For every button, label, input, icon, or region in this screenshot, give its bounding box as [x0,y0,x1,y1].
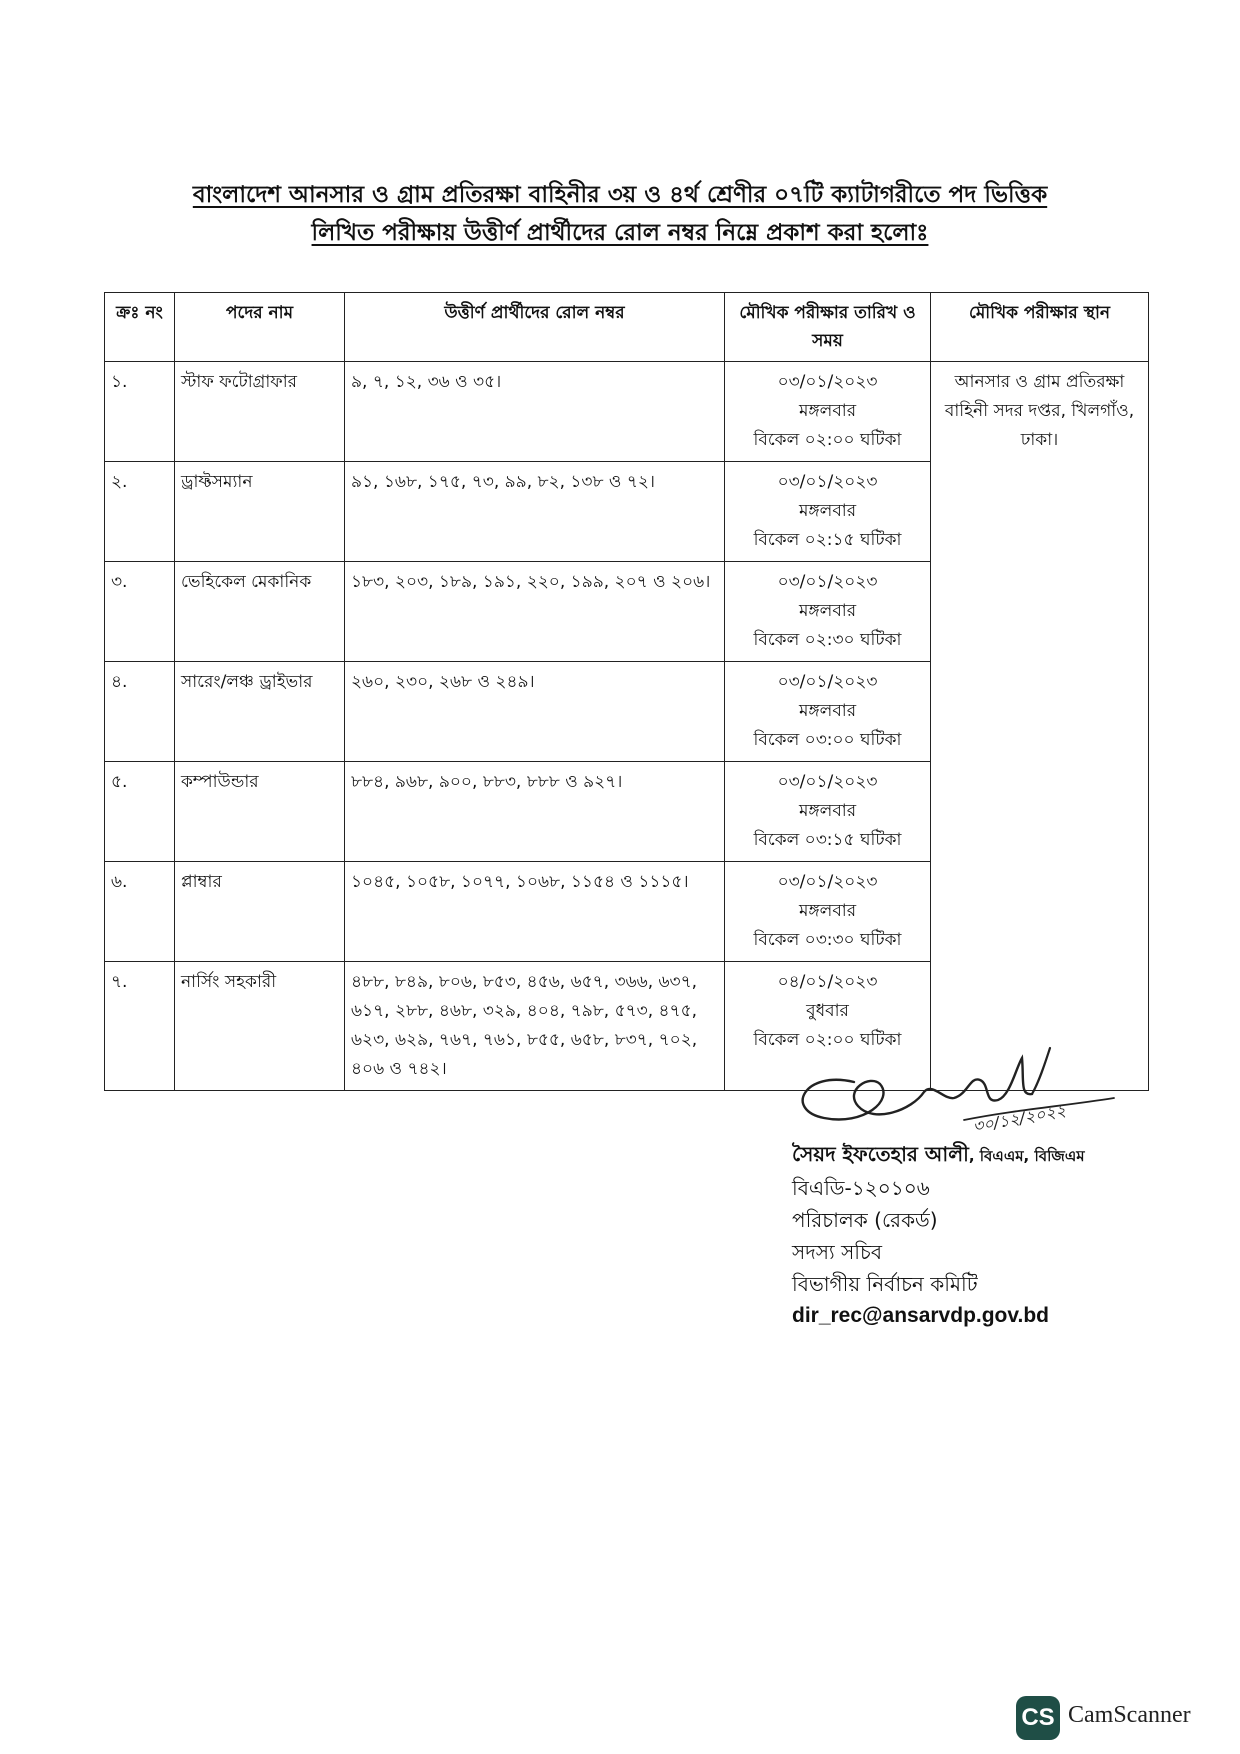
cell-rolls: ১০৪৫, ১০৫৮, ১০৭৭, ১০৬৮, ১১৫৪ ও ১১১৫। [345,862,725,962]
header-sn: ক্রঃ নং [105,293,175,362]
table-row [105,362,1149,462]
cell-sn: ৭. [105,962,175,1091]
cell-rolls: ৯১, ১৬৮, ১৭৫, ৭৩, ৯৯, ৮২, ১৩৮ ও ৭২। [345,462,725,562]
signatory-id: বিএডি-১২০১০৬ [792,1176,930,1200]
viva-time: বিকেল ০২:০০ ঘটিকা [753,430,902,450]
viva-time: বিকেল ০২:১৫ ঘটিকা [753,530,902,550]
cell-viva-place: আনসার ও গ্রাম প্রতিরক্ষা বাহিনী সদর দপ্তর, খিলগাঁও, ঢাকা। [931,362,1149,1091]
viva-time: বিকেল ০৩:৩০ ঘটিকা [753,930,902,950]
viva-day: মঙ্গলবার [798,901,857,921]
viva-day: বুধবার [806,1001,849,1021]
viva-day: মঙ্গলবার [798,801,857,821]
viva-date: ০৩/০১/২০২৩ [777,572,878,592]
cell-post: সারেং/লঞ্চ ড্রাইভার [175,662,345,762]
viva-day: মঙ্গলবার [798,401,857,421]
header-viva-time: মৌখিক পরীক্ষার তারিখ ও সময় [725,293,931,362]
camscanner-logo-icon: CS [1016,1696,1060,1740]
signatory-designation: পরিচালক (রেকর্ড) [792,1208,938,1232]
cell-viva-time [725,662,931,762]
cell-viva-time [725,362,931,462]
cell-sn: ৩. [105,562,175,662]
viva-date: ০৩/০১/২০২৩ [777,772,878,792]
signatory-role: সদস্য সচিব [792,1240,882,1264]
signatory-name: সৈয়দ ইফতেহার আলী [792,1142,969,1166]
signatory-name-line [792,1138,1085,1172]
cell-viva-time [725,462,931,562]
viva-time: বিকেল ০২:০০ ঘটিকা [753,1030,902,1050]
cell-post: নার্সিং সহকারী [175,962,345,1091]
cell-post: ভেহিকেল মেকানিক [175,562,345,662]
camscanner-watermark: CamScanner [1068,1702,1191,1728]
results-table [104,292,1149,1091]
table-header-row [105,293,1149,362]
cell-post: ড্রাফ্টসম্যান [175,462,345,562]
header-post: পদের নাম [175,293,345,362]
cell-sn: ১. [105,362,175,462]
viva-time: বিকেল ০৩:০০ ঘটিকা [753,730,902,750]
viva-day: মঙ্গলবার [798,701,857,721]
header-viva-place: মৌখিক পরীক্ষার স্থান [931,293,1149,362]
cell-viva-time [725,562,931,662]
signatory-degrees: , বিএএম, বিজিএম [968,1147,1085,1165]
cell-post: প্লাম্বার [175,862,345,962]
title-line-2: লিখিত পরীক্ষায় উত্তীর্ণ প্রার্থীদের রোল নম্বর নিম্নে প্রকাশ করা হলোঃ [311,220,929,246]
document-title [120,176,1120,252]
cell-sn: ৬. [105,862,175,962]
cell-rolls: ২৬০, ২৩০, ২৬৮ ও ২৪৯। [345,662,725,762]
viva-date: ০৩/০১/২০২৩ [777,672,878,692]
cell-post: কম্পাউন্ডার [175,762,345,862]
signatory-email: dir_rec@ansarvdp.gov.bd [792,1304,1049,1327]
viva-time: বিকেল ০৩:১৫ ঘটিকা [753,830,902,850]
cell-rolls: ৮৮৪, ৯৬৮, ৯০০, ৮৮৩, ৮৮৮ ও ৯২৭। [345,762,725,862]
cell-sn: ২. [105,462,175,562]
viva-date: ০৩/০১/২০২৩ [777,372,878,392]
signatory-block [792,1138,1085,1332]
viva-date: ০৪/০১/২০২৩ [777,972,878,992]
cell-sn: ৪. [105,662,175,762]
cell-sn: ৫. [105,762,175,862]
cell-post: স্টাফ ফটোগ্রাফার [175,362,345,462]
signatory-committee: বিভাগীয় নির্বাচন কমিটি [792,1272,978,1296]
header-rolls: উত্তীর্ণ প্রার্থীদের রোল নম্বর [345,293,725,362]
cell-rolls: ৯, ৭, ১২, ৩৬ ও ৩৫। [345,362,725,462]
viva-date: ০৩/০১/২০২৩ [777,872,878,892]
cell-viva-time [725,862,931,962]
cell-viva-time [725,762,931,862]
viva-day: মঙ্গলবার [798,501,857,521]
cell-rolls: ১৮৩, ২০৩, ১৮৯, ১৯১, ২২০, ১৯৯, ২০৭ ও ২০৬। [345,562,725,662]
viva-date: ০৩/০১/২০২৩ [777,472,878,492]
viva-time: বিকেল ০২:৩০ ঘটিকা [753,630,902,650]
signature-date: ৩০/১২/২০২২ [971,1100,1068,1136]
viva-day: মঙ্গলবার [798,601,857,621]
title-line-1: বাংলাদেশ আনসার ও গ্রাম প্রতিরক্ষা বাহিনীর ৩য় ও ৪র্থ শ্রেণীর ০৭টি ক্যাটাগরীতে পদ ভিত্তিক [192,182,1048,208]
cell-rolls: ৪৮৮, ৮৪৯, ৮০৬, ৮৫৩, ৪৫৬, ৬৫৭, ৩৬৬, ৬৩৭, ৬১৭, ২৮৮, ৪৬৮, ৩২৯, ৪০৪, ৭৯৮, ৫৭৩, ৪৭৫, ৬২৩, ৬২৯, ৭৬৭, ৭৬১, ৮৫৫, ৬৫৮, ৮৩৭, ৭০২, ৪০৬ ও ৭৪২। [345,962,725,1091]
